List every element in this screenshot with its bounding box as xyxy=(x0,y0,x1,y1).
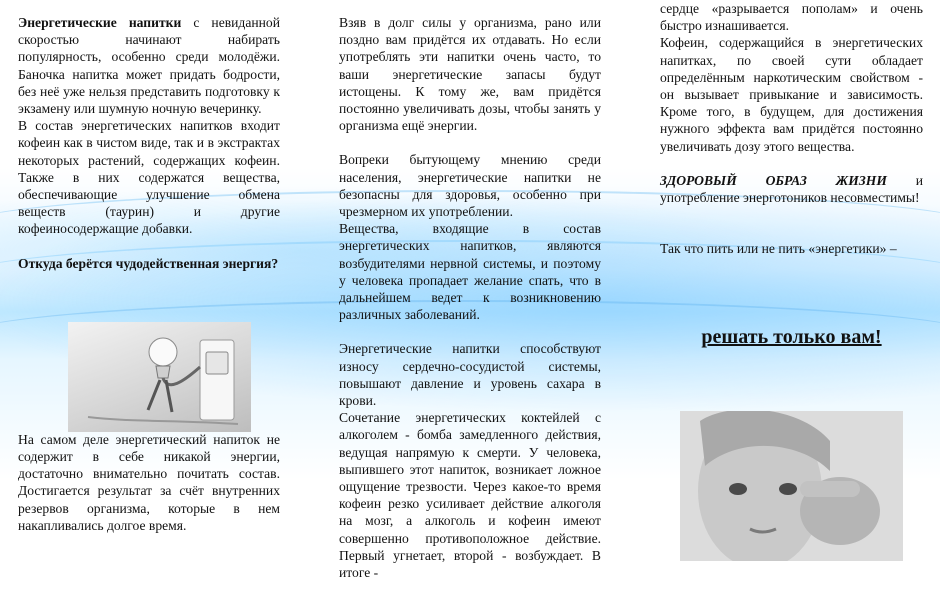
section-heading: Откуда берётся чудодейственная энергия? xyxy=(18,255,279,271)
alcohol-paragraph: Сочетание энергетических коктейлей с алкоголем - бомба замедленного действия, ведущая напрямую к смерти. У человека, выпившего этот напиток, возникает ложное ощущение трезвости. Через какое-то время кофеин резко усиливает действие алкоголя на мозг, а алкоголь и кофеин имеют совершенно противоположное действие. Первый угнетает, второй - возбуждает. В итоге - xyxy=(339,410,601,581)
heart-paragraph: сердце «разрывается пополам» и очень быстро изнашивается. xyxy=(660,1,923,34)
column-3 xyxy=(660,0,923,257)
cardio-paragraph: Энергетические напитки способствуют износу сердечно-сосудистой системы, повышают давление и уровень сахара в крови. xyxy=(339,341,601,409)
energy-source-paragraph: На самом деле энергетический напиток не содержит в себе никакой энергии, достаточно внимательно почитать состав. Достигается результат за счёт внутренних резервов организма, которые в нем накапливались долгое время. xyxy=(18,431,280,533)
intro-paragraph xyxy=(18,14,280,117)
nervous-system-paragraph: Вещества, входящие в состав энергетических напитков, являются возбудителями нервной системы, и поэтому у человека пропадает желание спать, что в дальнейшем ведет к возникновению различных заболеваний. xyxy=(339,221,601,323)
caffeine-paragraph: Кофеин, содержащийся в энергетических напитках, по своей сути обладает определённым наркотическим свойством - он вызывает привыкание и зависимость. Кроме того, в будущем, для достижения нужного эффекта вам придётся постоянно увеличивать дозу этого вещества. xyxy=(660,35,923,154)
call-to-action: решать только вам! xyxy=(701,326,882,348)
composition-paragraph: В состав энергетических напитков входит кофеин как в чистом виде, так и в экстрактах некоторых растений, содержащих кофеин. Также в них содержатся вещества, обеспечивающие улучшение обмена веществ (таурин) и другие кофеиносодержащие добавки. xyxy=(18,118,280,237)
intro-text: с невиданной скоростью начинают набирать популярность, особенно среди молодёжи. Баночка напитка может придать бодрости, без неё уже нельзя представить подготовку к экзамену или шумную ночную вечеринку. xyxy=(18,15,281,117)
decision-line: Так что пить или не пить «энергетики» – xyxy=(660,241,897,257)
healthy-life-paragraph xyxy=(660,172,923,206)
safety-paragraph: Вопреки бытующему мнению среди населения, энергетические напитки не безопасны для здоровья, особенно при чрезмерном их употреблении. xyxy=(339,152,601,220)
intro-bold-term: Энергетические напитки xyxy=(18,15,182,30)
column-1 xyxy=(18,14,280,534)
column-2 xyxy=(339,14,601,581)
healthy-life-text: и употребление энерготоников несовместимы! xyxy=(660,172,923,206)
debt-paragraph: Взяв в долг силы у организма, рано или поздно вам придётся их отдавать. Но если употреблять эти напитки очень часто, то ваши энергетические запасы будут истощены. К тому же, вам придётся постоянно увеличивать дозы, чтобы занять у организма ещё энергии. xyxy=(339,15,601,134)
healthy-life-term: ЗДОРОВЫЙ ОБРАЗ ЖИЗНИ xyxy=(660,172,887,188)
lightbulb-socket-photo xyxy=(68,322,251,432)
child-pointing-photo xyxy=(680,411,903,561)
